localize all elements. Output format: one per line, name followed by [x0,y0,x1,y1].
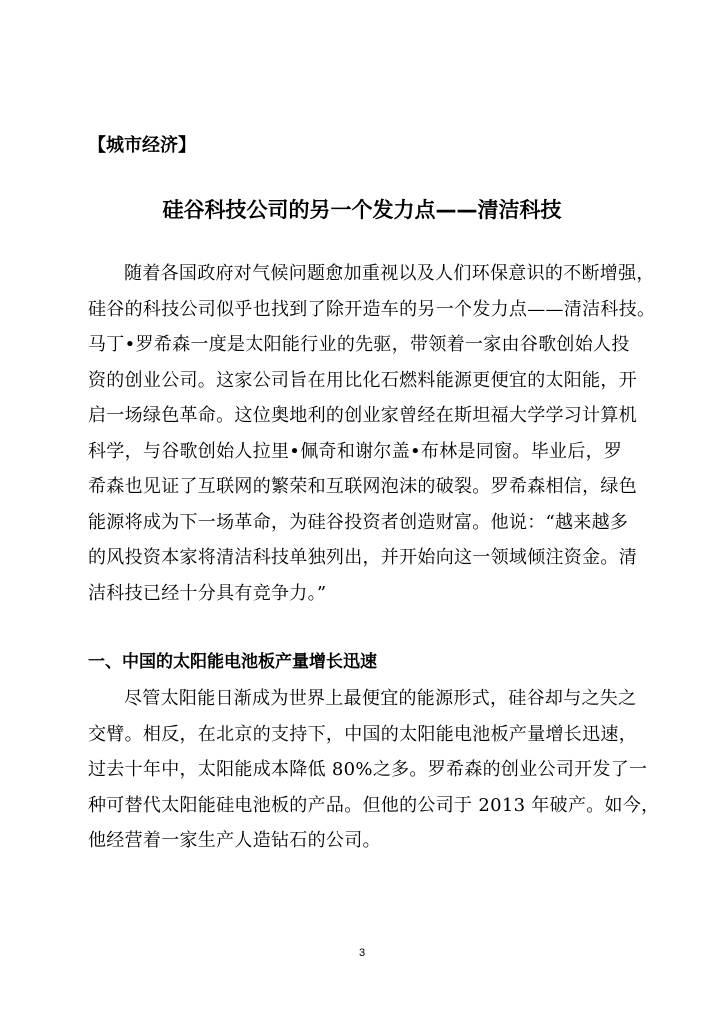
paragraph-line: 过去十年中，太阳能成本降低 80%之多。罗希森的创业公司开发了一 [88,759,648,780]
paragraph-solar [88,681,660,859]
paragraph-line: 资的创业公司。这家公司旨在用比化石燃料能源更便宜的太阳能，开 [88,369,637,391]
paragraph-line: 科学，与谷歌创始人拉里•佩奇和谢尔盖•布林是同窗。毕业后，罗 [88,440,623,462]
paragraph-line: 的风投资本家将清洁科技单独列出，并开始向这一领域倾注资金。清 [88,547,637,568]
paragraph-line: 洁科技已经十分具有竞争力。” [88,582,327,604]
paragraph-line: 启一场绿色革命。这位奥地利的创业家曾经在斯坦福大学学习计算机 [88,405,637,426]
article-title: 硅谷科技公司的另一个发力点——清洁科技 [162,198,562,222]
section-tag: 【城市经济】 [88,135,196,156]
paragraph-line: 能源将成为下一场革命，为硅谷投资者创造财富。他说：“越来越多 [88,511,629,533]
paragraph-line: 交臂。相反，在北京的支持下，中国的太阳能电池板产量增长迅速， [88,723,637,745]
paragraph-line: 硅谷的科技公司似乎也找到了除开造车的另一个发力点——清洁科技。 [88,298,656,320]
section-heading: 一、中国的太阳能电池板产量增长迅速 [88,652,377,672]
paragraph-intro [88,256,656,611]
paragraph-line: 尽管太阳能日渐成为世界上最便宜的能源形式，硅谷却与之失之 [124,688,637,709]
paragraph-line: 种可替代太阳能硅电池板的产品。但他的公司于 2013 年破产。如今， [88,794,660,816]
paragraph-line: 马丁•罗希森一度是太阳能行业的先驱，带领着一家由谷歌创始人投 [88,334,630,355]
page-number: 3 [358,947,366,959]
paragraph-line: 随着各国政府对气候问题愈加重视以及人们环保意识的不断增强， [124,263,655,284]
paragraph-line: 他经营着一家生产人造钻石的公司。 [88,830,381,851]
paragraph-line: 希森也见证了互联网的繁荣和互联网泡沫的破裂。罗希森相信，绿色 [88,476,637,497]
